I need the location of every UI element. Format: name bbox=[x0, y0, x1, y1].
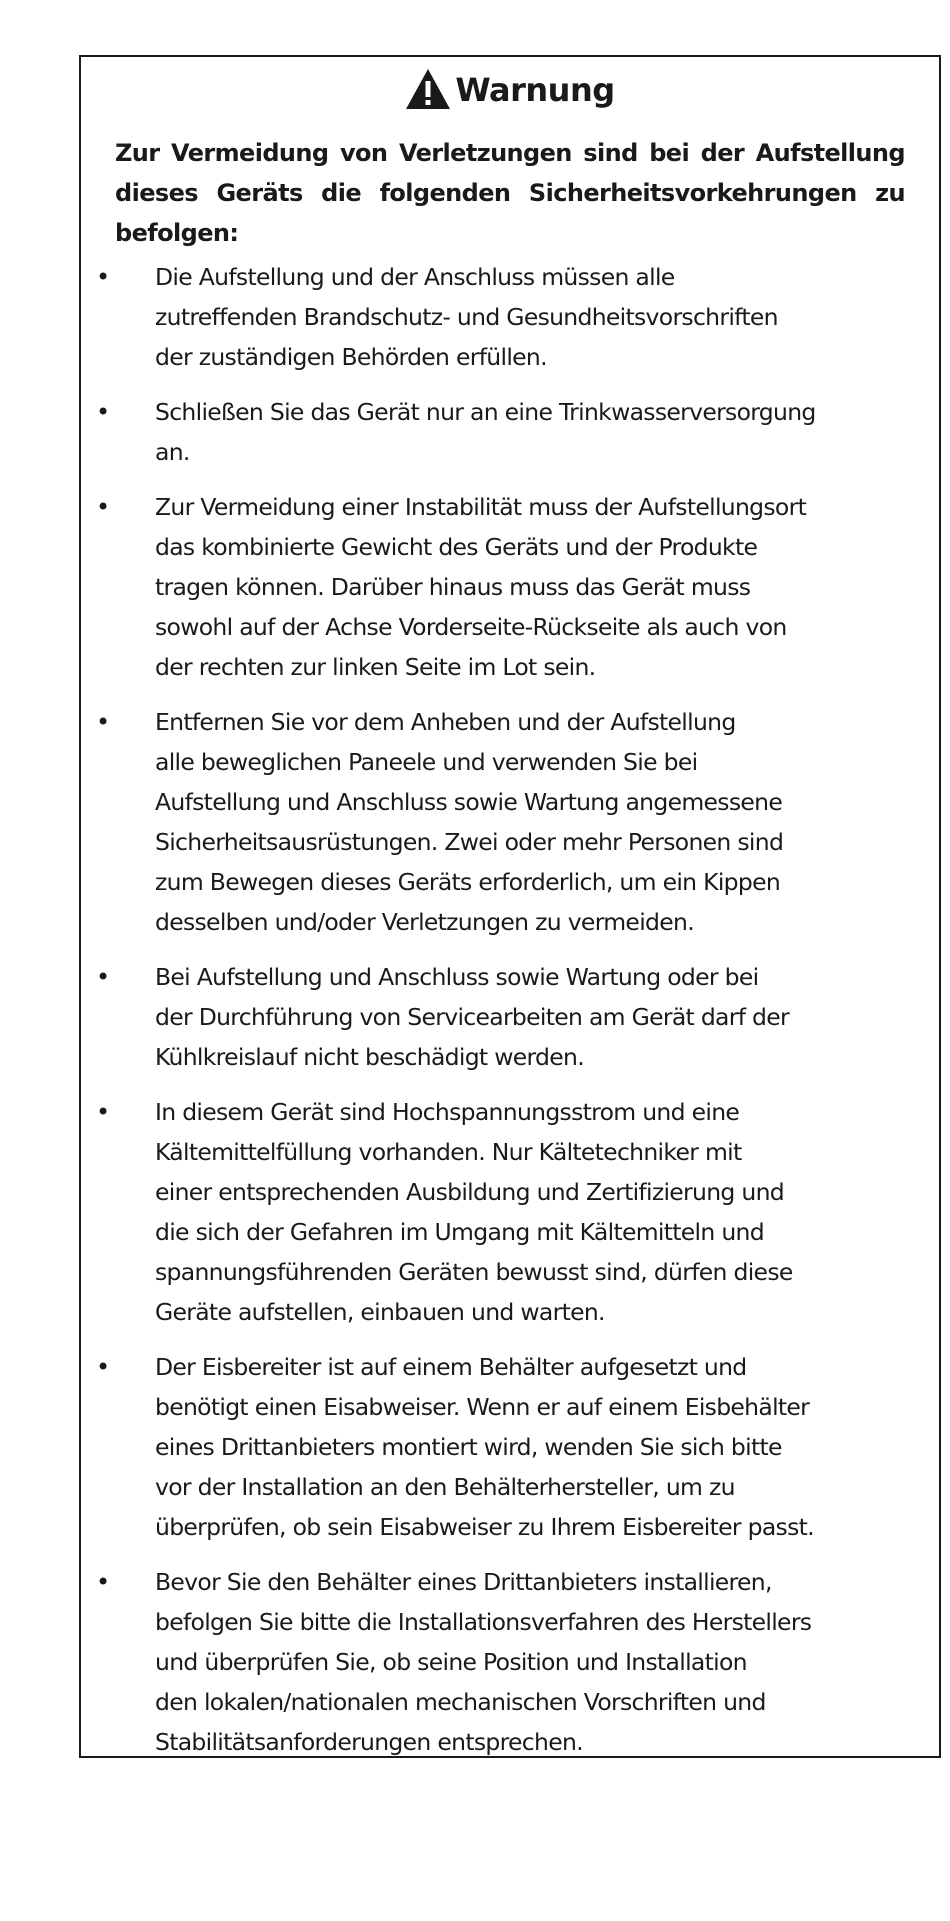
list-item-line: Kältemittelfüllung vorhanden. Nur Kältetechniker mit bbox=[155, 1138, 742, 1166]
list-item-line: der zuständigen Behörden erfüllen. bbox=[155, 343, 547, 371]
list-item-line: sowohl auf der Achse Vorderseite-Rückseite als auch von bbox=[155, 613, 787, 641]
list-item-line: Schließen Sie das Gerät nur an eine Trinkwasserversorgung bbox=[155, 398, 816, 426]
list-item-line: an. bbox=[155, 438, 190, 466]
bullet-marker: • bbox=[96, 1353, 111, 1381]
list-item-text bbox=[155, 392, 935, 472]
list-item-line: Zur Vermeidung einer Instabilität muss der Aufstellungsort bbox=[155, 493, 807, 521]
list-item-line: Entfernen Sie vor dem Anheben und der Aufstellung bbox=[155, 708, 736, 736]
list-item-text bbox=[155, 957, 935, 1077]
list-item-line: zum Bewegen dieses Geräts erforderlich, um ein Kippen bbox=[155, 868, 781, 896]
list-item-line: Sicherheitsausrüstungen. Zwei oder mehr Personen sind bbox=[155, 828, 784, 856]
list-item bbox=[81, 1092, 939, 1332]
list-item-line: die sich der Gefahren im Umgang mit Kältemitteln und bbox=[155, 1218, 764, 1246]
list-item-line: alle beweglichen Paneele und verwenden Sie bei bbox=[155, 748, 698, 776]
bullet-marker: • bbox=[96, 1098, 111, 1126]
list-item bbox=[81, 702, 939, 942]
warning-header bbox=[81, 65, 939, 115]
list-item-line: das kombinierte Gewicht des Geräts und der Produkte bbox=[155, 533, 758, 561]
bullet-marker: • bbox=[96, 708, 111, 736]
warning-intro: Zur Vermeidung von Verletzungen sind bei der Aufstellung dieses Geräts die folgenden Sicherheitsvorkehrungen zu befolgen: bbox=[115, 139, 905, 247]
list-item-text bbox=[155, 702, 935, 942]
list-item-line: vor der Installation an den Behälterhersteller, um zu bbox=[155, 1473, 735, 1501]
list-item-line: einer entsprechenden Ausbildung und Zertifizierung und bbox=[155, 1178, 784, 1206]
list-item-line: benötigt einen Eisabweiser. Wenn er auf einem Eisbehälter bbox=[155, 1393, 810, 1421]
list-item-line: befolgen Sie bitte die Installationsverfahren des Herstellers bbox=[155, 1608, 812, 1636]
bullet-marker: • bbox=[96, 398, 111, 426]
list-item-line: und überprüfen Sie, ob seine Position und Installation bbox=[155, 1648, 747, 1676]
list-item bbox=[81, 957, 939, 1077]
list-item-line: tragen können. Darüber hinaus muss das Gerät muss bbox=[155, 573, 751, 601]
bullet-marker: • bbox=[96, 1568, 111, 1596]
list-item-line: desselben und/oder Verletzungen zu vermeiden. bbox=[155, 908, 694, 936]
list-item-line: überprüfen, ob sein Eisabweiser zu Ihrem Eisbereiter passt. bbox=[155, 1513, 814, 1541]
list-item-text bbox=[155, 1562, 935, 1762]
list-item bbox=[81, 487, 939, 687]
list-item bbox=[81, 257, 939, 377]
list-item-line: den lokalen/nationalen mechanischen Vorschriften und bbox=[155, 1688, 766, 1716]
list-item-text bbox=[155, 487, 935, 687]
warning-title: Warnung bbox=[455, 71, 615, 109]
list-item bbox=[81, 392, 939, 472]
list-item-line: zutreffenden Brandschutz- und Gesundheitsvorschriften bbox=[155, 303, 778, 331]
list-item-text bbox=[155, 257, 935, 377]
list-item-line: Aufstellung und Anschluss sowie Wartung angemessene bbox=[155, 788, 783, 816]
list-item-line: Die Aufstellung und der Anschluss müssen alle bbox=[155, 263, 675, 291]
list-item-line: der rechten zur linken Seite im Lot sein. bbox=[155, 653, 596, 681]
warning-triangle-icon bbox=[405, 68, 451, 110]
list-item bbox=[81, 1347, 939, 1547]
list-item-line: Stabilitätsanforderungen entsprechen. bbox=[155, 1728, 583, 1756]
list-item-line: In diesem Gerät sind Hochspannungsstrom und eine bbox=[155, 1098, 740, 1126]
list-item-line: Bevor Sie den Behälter eines Drittanbieters installieren, bbox=[155, 1568, 772, 1596]
list-item-text bbox=[155, 1092, 935, 1332]
list-item-line: Der Eisbereiter ist auf einem Behälter aufgesetzt und bbox=[155, 1353, 747, 1381]
list-item-line: spannungsführenden Geräten bewusst sind, dürfen diese bbox=[155, 1258, 793, 1286]
list-item bbox=[81, 1562, 939, 1762]
bullet-marker: • bbox=[96, 963, 111, 991]
list-item-line: Kühlkreislauf nicht beschädigt werden. bbox=[155, 1043, 584, 1071]
list-item-text bbox=[155, 1347, 935, 1547]
list-item-line: der Durchführung von Servicearbeiten am Gerät darf der bbox=[155, 1003, 789, 1031]
list-item-line: eines Drittanbieters montiert wird, wenden Sie sich bitte bbox=[155, 1433, 782, 1461]
bullet-marker: • bbox=[96, 263, 111, 291]
list-item-line: Bei Aufstellung und Anschluss sowie Wartung oder bei bbox=[155, 963, 759, 991]
warning-box bbox=[79, 55, 941, 1758]
bullet-marker: • bbox=[96, 493, 111, 521]
list-item-line: Geräte aufstellen, einbauen und warten. bbox=[155, 1298, 605, 1326]
